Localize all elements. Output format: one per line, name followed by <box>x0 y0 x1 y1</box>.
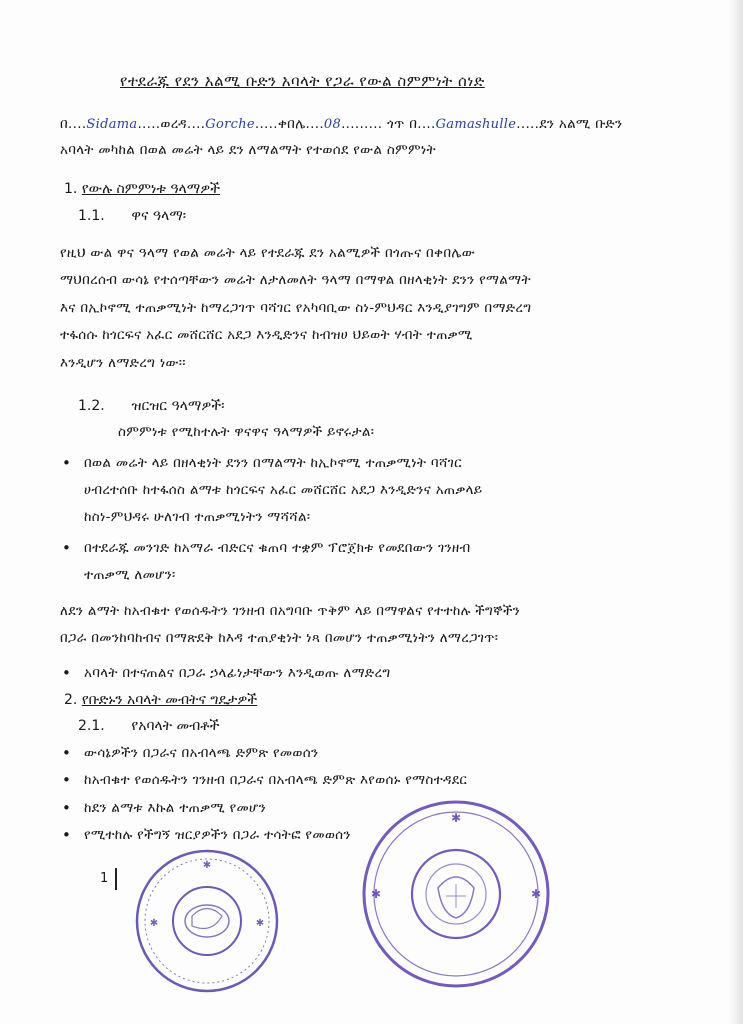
subsection-1-1-number: 1.1. <box>78 208 105 224</box>
list-item: • በተደራጁ መንገድ ከአማራ ብድርና ቁጠባ ተቋም ፕሮጀክቱ የመደበውን ገንዘብ <box>84 540 470 556</box>
paragraph-line: በጋራ በመንከባከብና በማጽደቅ ከእዳ ተጠያቂነት ነጻ በመሆን ተጠቃሚነትን ለማረጋገጥ፡ <box>60 630 499 646</box>
subsection-1-2-heading <box>78 398 224 414</box>
intro-part-3: ቀበሌ <box>277 116 306 132</box>
handwritten-got: Gamashulle <box>435 117 517 132</box>
section-2-number: 2. <box>64 692 78 708</box>
paragraph-line: ማህበረሰብ ውሳኔ የተሰጣቸውን መሬት ለታለመለት ዓላማ በማዋል በዘላቂነት ደንን የማልማት <box>60 272 531 288</box>
page-number-bar <box>115 868 117 890</box>
subsection-2-1-title: የአባላት መብቶች <box>131 718 220 734</box>
handwritten-kebele-name: Sidama <box>86 117 138 132</box>
svg-text:✱: ✱ <box>255 918 265 929</box>
intro-part-1: በ <box>60 116 69 132</box>
page-number: 1 <box>100 871 109 886</box>
intro-part-5: ደን አልሚ ቡድን <box>539 116 623 132</box>
list-item: • አባላት በተናጠልና በጋራ ኃላፊነታቸውን እንዲወጡ ለማድረግ <box>84 665 391 681</box>
handwritten-kebele-no: 08 <box>323 117 342 132</box>
intro-line-1: በ....Sidama.....ወረዳ....Gorche.....ቀበሌ....08......... ጎጥ በ....Gamashulle.....ደን አልሚ ቡድን <box>60 116 623 132</box>
paragraph-line: ለደን ልማት ከአብቁተ የወሰዱትን ገንዘብ በአግባቡ ጥቅም ላይ በማዋልና የተተከሉ ችግኞችን <box>60 603 521 619</box>
intro-part-2: ወረዳ <box>160 116 187 132</box>
document-title: የተደራጁ የደን አልሚ ቡድን አባላት የጋራ የውል ስምምነት ሰነድ <box>120 72 485 90</box>
list-item-continuation: ሀብረተሰቡ ከተፋሰስ ልማቱ ከጎርፍና አፈር መሸርሸር አደጋ እንዲድንና አጠቃላይ <box>84 482 483 498</box>
svg-text:✱: ✱ <box>530 887 542 901</box>
subsection-2-1-number: 2.1. <box>78 718 105 734</box>
svg-text:✱: ✱ <box>450 811 462 825</box>
list-item: • ከአብቁተ የወሰዱትን ገንዘብ በጋራና በአብላጫ ድምጽ እየወሰኑ የማስተዳደር <box>84 772 467 788</box>
kebele-seal-stamp <box>358 796 554 992</box>
list-item-continuation: ከስነ-ምህዳሩ ሁለገብ ተጠቃሚነትን ማሻሻል፡ <box>84 509 311 525</box>
subsection-1-1-heading <box>78 208 186 224</box>
handwritten-wereda: Gorche <box>205 117 255 132</box>
page-edge-shadow <box>729 0 743 1024</box>
subsection-1-2-number: 1.2. <box>78 398 105 414</box>
intro-line-2: አባላት መካከል በወል መሬት ላይ ደን ለማልማት የተወሰደ የውል ስምምነት <box>60 142 436 158</box>
svg-text:✱: ✱ <box>370 887 382 901</box>
svg-text:✱: ✱ <box>202 860 212 871</box>
section-1-title: የውሉ ስምምነቱ ዓላማዎች <box>81 181 221 197</box>
section-2-heading <box>64 692 257 708</box>
section-1-number: 1. <box>64 181 78 197</box>
list-item: • ውሳኔዎችን በጋራና በአብላጫ ድምጽ የመወሰን <box>84 745 318 761</box>
paragraph-line: ተፋሰሱ ከጎርፍና አፈር መሸርሸር አደጋ እንዲድንና ከብዝሀ ህይወት ሃብት ተጠቃሚ <box>60 327 473 343</box>
subsection-1-2-title: ዝርዝር ዓላማዎች፡ <box>131 398 225 414</box>
list-item-continuation: ተጠቃሚ ለመሆን፡ <box>84 567 176 583</box>
subsection-1-1-title: ዋና ዓላማ፡ <box>131 208 187 224</box>
svg-text:✱: ✱ <box>149 918 159 929</box>
list-item: • የሚተከሉ የችግኝ ዝርያዎችን በጋራ ተሳትፎ የመወሰን <box>84 827 351 843</box>
section-1-heading <box>64 181 220 197</box>
list-item: • ከደን ልማቱ እኩል ተጠቃሚ የመሆን <box>84 800 266 816</box>
dots: .... <box>68 116 87 132</box>
paragraph-line: የዚህ ውል ዋና ዓላማ የወል መሬት ላይ የተደራጁ ደን አልሚዎች በጎጡና በቀበሌው <box>60 245 475 261</box>
section-2-title: የቡድኑን አባላት መብትና ግዴታዎች <box>81 692 258 708</box>
intro-part-4: ጎጥ በ <box>387 116 418 132</box>
subsection-1-2-intro: ስምምነቱ የሚከተሉት ዋናዋና ዓላማዎች ይኖሩታል፡ <box>118 424 375 440</box>
group-seal-stamp <box>132 846 282 996</box>
list-item: • በወል መሬት ላይ በዘላቂነት ደንን በማልማት ከኢኮኖሚ ተጠቃሚነት ባሻገር <box>84 455 462 471</box>
paragraph-line: እና በኢኮኖሚ ተጠቃሚነት ከማረጋገጥ ባሻገር የአካባቢው ስነ-ምህዳር እንዲያገግም በማድረግ <box>60 300 532 316</box>
subsection-2-1-heading <box>78 718 219 734</box>
paragraph-line: እንዲሆን ለማድረግ ነው፡፡ <box>60 355 186 371</box>
